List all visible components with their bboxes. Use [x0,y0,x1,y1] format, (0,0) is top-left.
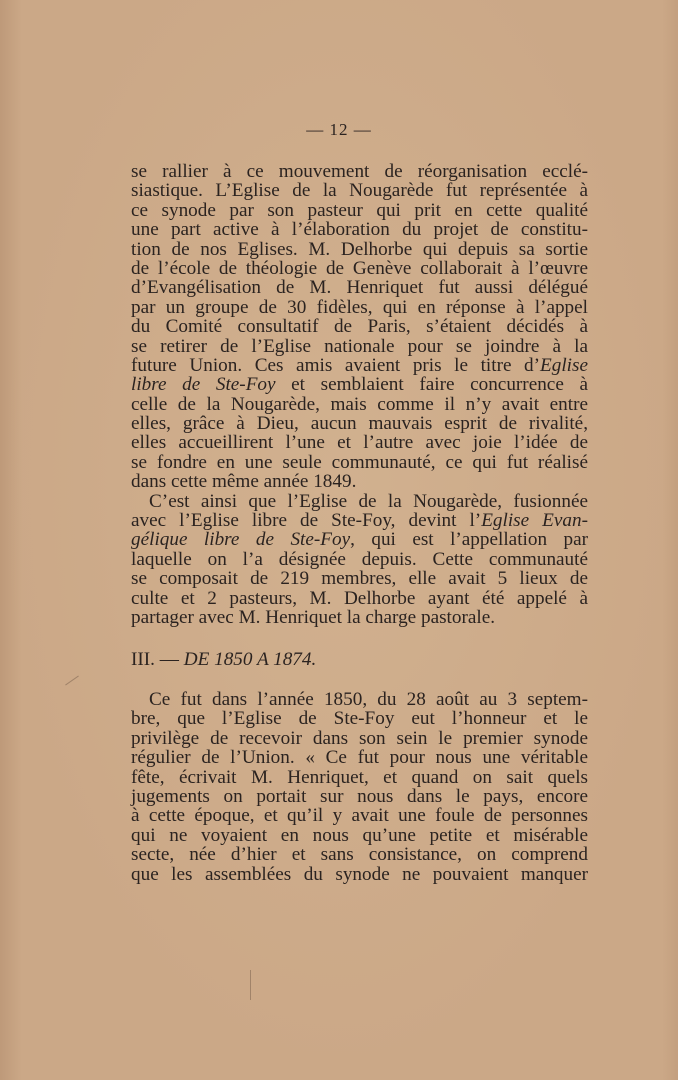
paragraph-block-1 [131,162,588,627]
text-line [131,768,588,787]
text-line [131,472,588,491]
text-line [131,317,588,336]
pen-mark [250,970,251,1000]
text-run: jugements on portait sur nous dans le pays, encore [131,785,588,807]
text-run: , qui est l’appellation par [350,529,588,551]
text-run: elles accueillirent l’une et l’autre avec joie l’idée de [131,432,588,454]
text-line [131,220,588,239]
text-run: une part active à l’élaboration du projet de constitu- [131,219,588,241]
text-run: secte, née d’hier et sans consistance, on comprend [131,844,588,866]
text-run: celle de la Nougarède, mais comme il n’y avait entre [131,393,588,415]
text-line [131,530,588,549]
text-run: future Union. Ces amis avaient pris le titre d’ [131,354,541,376]
text-line [131,709,588,728]
text-line [131,201,588,220]
text-run: siastique. L’Eglise de la Nougarède fut représentée à [131,180,588,202]
text-run: fête, écrivait M. Henriquet, et quand on sait quels [131,766,588,788]
text-run: partager avec M. Henriquet la charge pastorale. [131,606,496,628]
italic-run: libre de Ste-Foy [131,374,276,396]
text-line [131,806,588,825]
text-run: de l’école de théologie de Genève collaborait à l’œuvre [131,257,588,279]
italic-run: Eglise Evan- [481,510,588,532]
text-run: dans cette même année 1849. [131,471,357,493]
text-line [131,748,588,767]
text-run: ce synode par son pasteur qui prit en cette qualité [131,199,588,221]
text-run: laquelle on l’a désignée depuis. Cette communauté [131,548,588,570]
text-line [131,433,588,452]
text-run: se composait de 219 membres, elle avait 5 lieux de [131,568,588,590]
paragraph-block-2 [131,690,588,884]
text-run: que les assemblées du synode ne pouvaient manquer [131,863,588,885]
text-line [131,729,588,748]
text-run: et semblaient faire concurrence à [275,374,588,396]
text-run: se rallier à ce mouvement de réorganisation ecclé- [131,161,588,182]
text-line [131,845,588,864]
text-run: Ce fut dans l’année 1850, du 28 août au 3 septem- [149,689,588,710]
text-line [131,395,588,414]
text-run: se fondre en une seule communauté, ce qui fut réalisé [131,451,588,473]
italic-run: gélique libre de Ste-Foy [131,529,351,551]
text-line [131,690,588,709]
text-line [131,492,588,511]
text-run: d’Evangélisation de M. Henriquet fut aussi délégué [131,277,588,299]
text-run: du Comité consultatif de Paris, s’étaient décidés à [131,316,588,338]
text-line [131,278,588,297]
text-line [131,375,588,394]
text-line [131,356,588,375]
text-run: bre, que l’Eglise de Ste-Foy eut l’honneur et le [131,708,588,730]
pen-mark [65,676,79,686]
text-line [131,298,588,317]
text-line [131,259,588,278]
text-line [131,569,588,588]
text-line [131,162,588,181]
section-heading [131,650,316,670]
text-line [131,608,588,627]
text-run: C’est ainsi que l’Eglise de la Nougarède, fusionnée [149,490,588,512]
text-line [131,826,588,845]
text-run: qui ne voyaient en nous qu’une petite et misérable [131,824,588,846]
section-heading-prefix: III. — [131,649,184,670]
text-run: culte et 2 pasteurs, M. Delhorbe ayant été appelé à [131,587,588,609]
text-run: à cette époque, et qu’il y avait une foule de personnes [131,805,588,827]
text-run: elles, grâce à Dieu, aucun mauvais esprit de rivalité, [131,413,588,435]
section-heading-title: DE 1850 A 1874. [183,649,317,670]
text-run: tion de nos Eglises. M. Delhorbe qui depuis sa sortie [131,238,588,260]
text-run: se retirer de l’Eglise nationale pour se joindre à la [131,335,588,357]
text-run: privilège de recevoir dans son sein le premier synode [131,727,588,749]
text-line [131,414,588,433]
page-number: — 12 — [306,120,372,139]
text-line [131,240,588,259]
text-line [131,787,588,806]
italic-run: Eglise [540,354,588,376]
text-line [131,589,588,608]
text-run: par un groupe de 30 fidèles, qui en réponse à l’appel [131,296,588,318]
text-line [131,453,588,472]
text-line [131,865,588,884]
text-run: avec l’Eglise libre de Ste-Foy, devint l’ [131,510,482,532]
text-line [131,181,588,200]
text-line [131,511,588,530]
text-line [131,550,588,569]
text-run: régulier de l’Union. « Ce fut pour nous une véritable [131,747,588,769]
text-line [131,337,588,356]
